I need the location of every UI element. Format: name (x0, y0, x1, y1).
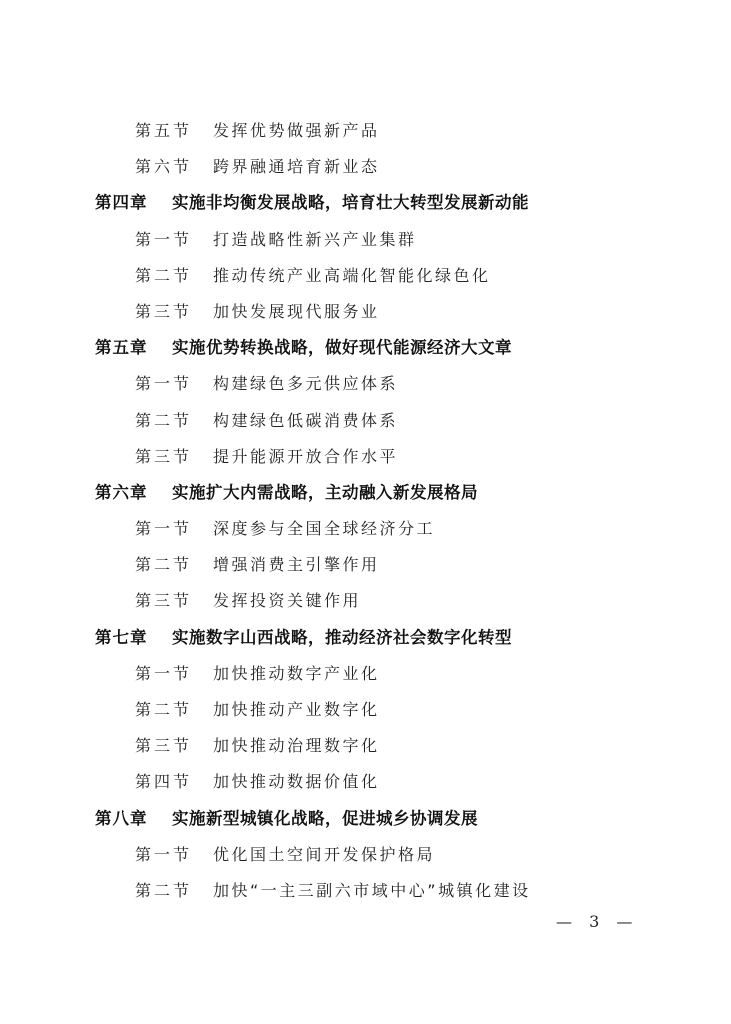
toc-section-entry (0, 294, 731, 330)
chapter-title: 实施数字山西战略，推动经济社会数字化转型 (172, 627, 512, 647)
toc-chapter-heading (0, 185, 731, 221)
toc-section-entry (0, 366, 731, 402)
toc-chapter-heading (0, 620, 731, 656)
toc-section-entry (0, 149, 731, 185)
toc-section-entry (0, 873, 731, 909)
chapter-title: 实施新型城镇化战略，促进城乡协调发展 (172, 808, 478, 828)
toc-section-entry (0, 837, 731, 873)
page-number: — 3 — (556, 912, 639, 931)
section-number: 第一节 (135, 663, 193, 683)
toc-chapter-heading (0, 330, 731, 366)
toc-section-entry (0, 764, 731, 800)
section-number: 第四节 (135, 772, 193, 792)
section-title: 构建绿色低碳消费体系 (213, 410, 399, 430)
section-title: 提升能源开放合作水平 (213, 446, 399, 466)
chapter-number: 第六章 (95, 482, 148, 502)
section-title: 加快“一主三副六市域中心”城镇化建设 (213, 880, 531, 900)
toc-section-entry (0, 511, 731, 547)
toc-section-entry (0, 258, 731, 294)
section-title: 打造战略性新兴产业集群 (213, 229, 417, 249)
section-number: 第三节 (135, 301, 193, 321)
section-title: 加快发展现代服务业 (213, 301, 380, 321)
toc-section-entry (0, 692, 731, 728)
chapter-number: 第四章 (95, 193, 148, 213)
section-title: 加快推动数据价值化 (213, 772, 380, 792)
section-title: 发挥优势做强新产品 (213, 121, 380, 140)
section-title: 推动传统产业高端化智能化绿色化 (213, 265, 491, 285)
section-title: 增强消费主引擎作用 (213, 555, 380, 575)
toc-section-entry (0, 439, 731, 475)
table-of-contents (0, 113, 731, 909)
toc-chapter-heading (0, 801, 731, 837)
chapter-number: 第八章 (95, 808, 148, 828)
section-number: 第一节 (135, 229, 193, 249)
section-title: 深度参与全国全球经济分工 (213, 519, 436, 539)
chapter-title: 实施非均衡发展战略，培育壮大转型发展新动能 (172, 193, 529, 213)
section-number: 第一节 (135, 844, 193, 864)
section-title: 构建绿色多元供应体系 (213, 374, 399, 394)
chapter-number: 第五章 (95, 338, 148, 358)
section-number: 第三节 (135, 736, 193, 756)
section-number: 第一节 (135, 519, 193, 539)
toc-section-entry (0, 547, 731, 583)
section-title: 发挥投资关键作用 (213, 591, 362, 611)
section-number: 第三节 (135, 591, 193, 611)
section-title: 加快推动治理数字化 (213, 736, 380, 756)
section-number: 第六节 (135, 157, 193, 177)
section-number: 第二节 (135, 700, 193, 719)
toc-section-entry (0, 728, 731, 764)
toc-section-entry (0, 403, 731, 439)
section-number: 第二节 (135, 880, 193, 900)
section-title: 加快推动数字产业化 (213, 663, 380, 683)
section-title: 优化国土空间开发保护格局 (213, 844, 436, 864)
section-number: 第一节 (135, 374, 193, 394)
toc-chapter-heading (0, 475, 731, 511)
section-title: 加快推动产业数字化 (213, 700, 380, 719)
section-number: 第二节 (135, 555, 193, 575)
section-number: 第五节 (135, 121, 193, 140)
chapter-number: 第七章 (95, 627, 148, 647)
section-title: 跨界融通培育新业态 (213, 157, 380, 177)
toc-section-entry (0, 113, 731, 149)
chapter-title: 实施扩大内需战略，主动融入新发展格局 (172, 482, 478, 502)
toc-section-entry (0, 222, 731, 258)
chapter-title: 实施优势转换战略，做好现代能源经济大文章 (172, 338, 512, 358)
section-number: 第二节 (135, 410, 193, 430)
section-number: 第三节 (135, 446, 193, 466)
toc-section-entry (0, 656, 731, 692)
toc-section-entry (0, 583, 731, 619)
section-number: 第二节 (135, 265, 193, 285)
